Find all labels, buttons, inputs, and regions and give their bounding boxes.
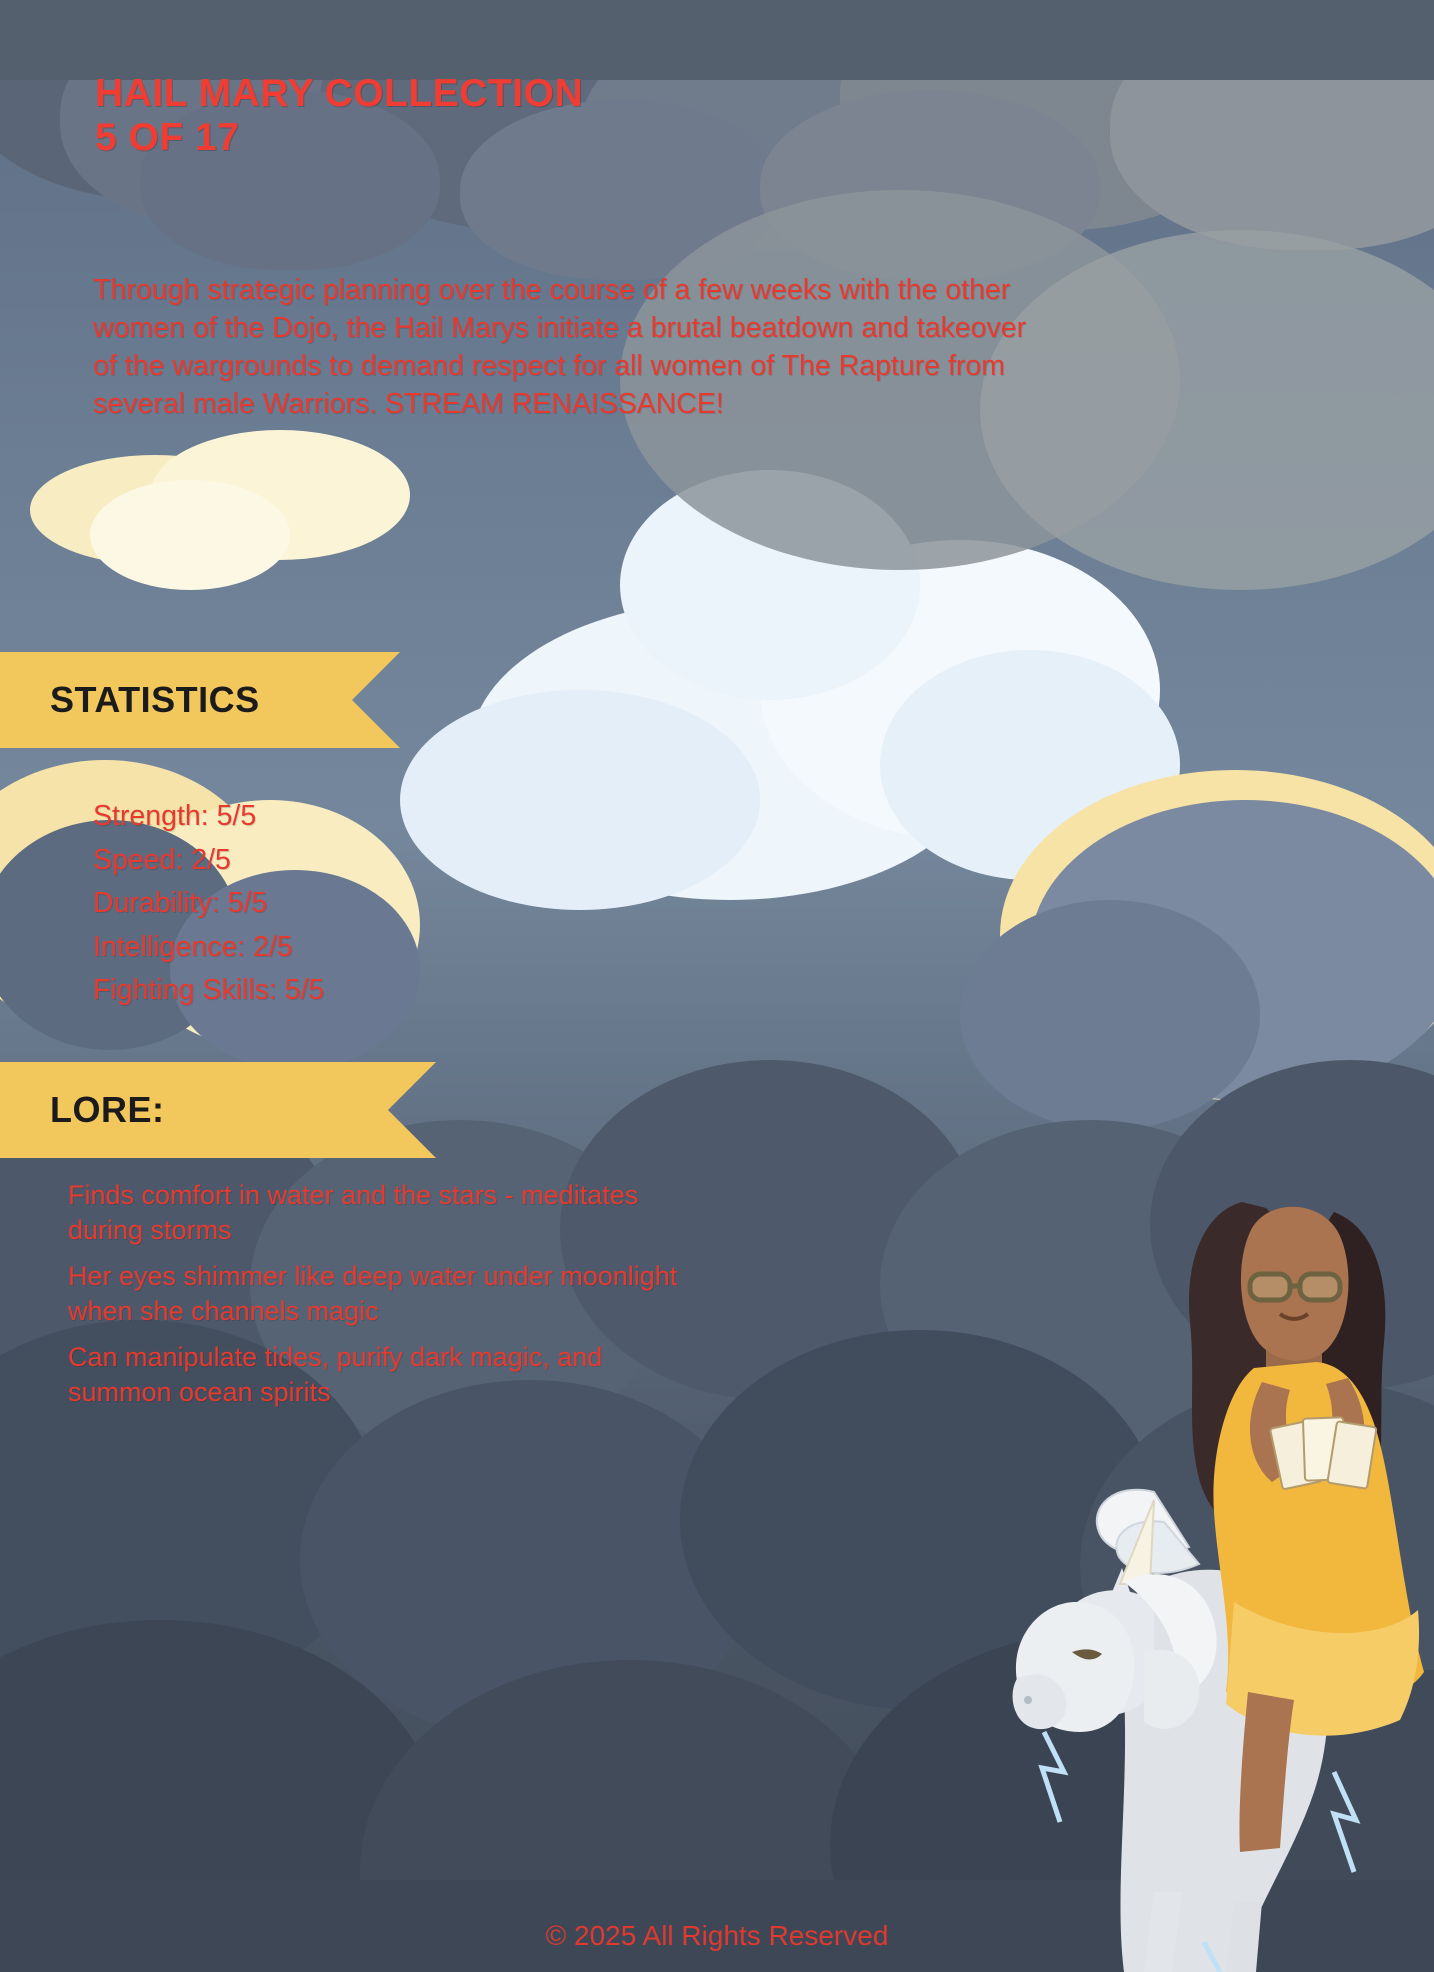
statistics-banner-label: STATISTICS	[50, 679, 260, 720]
list-item: Intelligence: 2/5	[93, 930, 293, 963]
list-item: Durability: 5/5	[93, 887, 268, 920]
banner-tail	[388, 1062, 436, 1158]
list-item: Speed: 2/5	[93, 843, 231, 876]
character-illustration	[1004, 1132, 1434, 1972]
page-title	[95, 72, 583, 159]
intro-paragraph: Through strategic planning over the course of a few weeks with the other women of the Dojo, the Hail Marys initiate a brutal beatdown and takeover of the wargrounds to demand respect for all women of The Rapture from several male Warriors. STREAM RENAISSANCE!	[93, 274, 1027, 420]
list-item: Finds comfort in water and the stars - meditates during storms	[68, 1180, 639, 1245]
list-item: Strength: 5/5	[93, 800, 257, 832]
list-item: Can manipulate tides, purify dark magic, and summon ocean spirits	[68, 1342, 603, 1407]
nostril	[1024, 1696, 1032, 1704]
lightning-icon	[1042, 1732, 1064, 1822]
lightning-icon	[1334, 1772, 1356, 1872]
banner-tail	[352, 652, 400, 748]
statistics-banner	[0, 652, 352, 748]
list-item: Her eyes shimmer like deep water under moonlight when she channels magic	[68, 1261, 678, 1326]
copyright-footer: © 2025 All Rights Reserved	[545, 1920, 889, 1951]
lore-list	[68, 1178, 708, 1421]
statistics-list	[93, 795, 324, 1013]
tarot-cards-icon	[1270, 1417, 1377, 1489]
title-line-2: 5 OF 17	[95, 115, 240, 159]
title-line-1: HAIL MARY COLLECTION	[95, 72, 584, 115]
lore-banner	[0, 1062, 388, 1158]
lore-banner-label: LORE:	[50, 1089, 165, 1130]
list-item: Fighting Skills: 5/5	[93, 974, 325, 1007]
